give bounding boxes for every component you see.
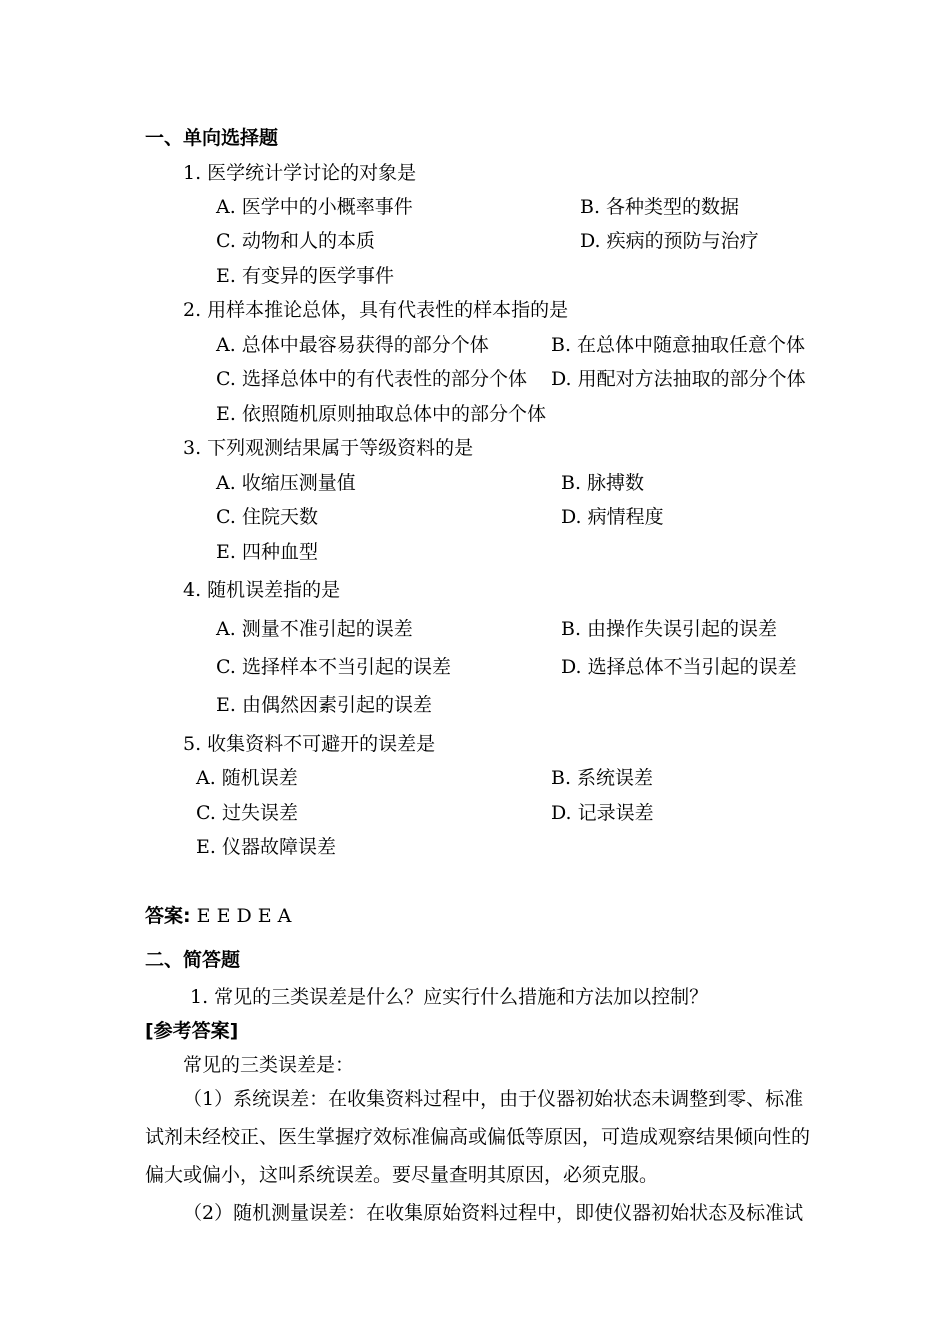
question-4-stem: 4. 随机误差指的是 xyxy=(183,579,341,601)
q4-option-d: D. 选择总体不当引起的误差 xyxy=(561,656,797,678)
answer-line xyxy=(145,904,291,928)
q1-option-e: E. 有变异的医学事件 xyxy=(216,265,394,287)
q5-option-e: E. 仪器故障误差 xyxy=(196,836,336,858)
q3-option-c: C. 住院天数 xyxy=(216,506,318,528)
q1-option-a: A. 医学中的小概率事件 xyxy=(216,196,413,218)
answer-paragraph-1: （1）系统误差：在收集资料过程中，由于仪器初始状态未调整到零、标准试剂未经校正、医生掌握疗效标准偏高或偏低等原因，可造成观察结果倾向性的偏大或偏小，这叫系统误差。要尽量查明其原因，必须克服。 xyxy=(145,1088,811,1186)
q4-option-a: A. 测量不准引起的误差 xyxy=(216,618,413,640)
q1-option-d: D. 疾病的预防与治疗 xyxy=(580,230,759,252)
q5-option-b: B. 系统误差 xyxy=(551,767,654,789)
question-2-stem: 2. 用样本推论总体，具有代表性的样本指的是 xyxy=(183,299,569,321)
q5-option-c: C. 过失误差 xyxy=(196,802,298,824)
q4-option-e: E. 由偶然因素引起的误差 xyxy=(216,694,432,716)
question-5-stem: 5. 收集资料不可避开的误差是 xyxy=(183,733,436,755)
q3-option-b: B. 脉搏数 xyxy=(561,472,645,494)
q2-option-e: E. 依照随机原则抽取总体中的部分个体 xyxy=(216,403,546,425)
question-3-stem: 3. 下列观测结果属于等级资料的是 xyxy=(183,437,474,459)
q1-option-b: B. 各种类型的数据 xyxy=(580,196,740,218)
q4-option-b: B. 由操作失误引起的误差 xyxy=(561,618,778,640)
q2-option-a: A. 总体中最容易获得的部分个体 xyxy=(216,334,489,356)
q2-option-b: B. 在总体中随意抽取任意个体 xyxy=(551,334,806,356)
answer-label: 答案: xyxy=(145,905,191,927)
section1-title: 一、单向选择题 xyxy=(145,127,279,149)
answer-intro: 常见的三类误差是： xyxy=(183,1054,355,1076)
question-1-stem: 1. 医学统计学讨论的对象是 xyxy=(183,162,417,184)
q3-option-d: D. 病情程度 xyxy=(561,506,664,528)
answer-value: E E D E A xyxy=(196,905,292,927)
answer-paragraph-2: （2）随机测量误差：在收集原始资料过程中，即使仪器初始状态及标准试 xyxy=(183,1202,804,1224)
q3-option-e: E. 四种血型 xyxy=(216,541,318,563)
q5-option-a: A. 随机误差 xyxy=(196,767,298,789)
q5-option-d: D. 记录误差 xyxy=(551,802,654,824)
q2-option-d: D. 用配对方法抽取的部分个体 xyxy=(551,368,806,390)
reference-answer-label: [参考答案] xyxy=(145,1020,239,1042)
q2-option-c: C. 选择总体中的有代表性的部分个体 xyxy=(216,368,527,390)
short-question-1: 1. 常见的三类误差是什么？应实行什么措施和方法加以控制？ xyxy=(190,986,709,1008)
q4-option-c: C. 选择样本不当引起的误差 xyxy=(216,656,451,678)
q1-option-c: C. 动物和人的本质 xyxy=(216,230,375,252)
q3-option-a: A. 收缩压测量值 xyxy=(216,472,356,494)
section2-title: 二、简答题 xyxy=(145,949,241,971)
